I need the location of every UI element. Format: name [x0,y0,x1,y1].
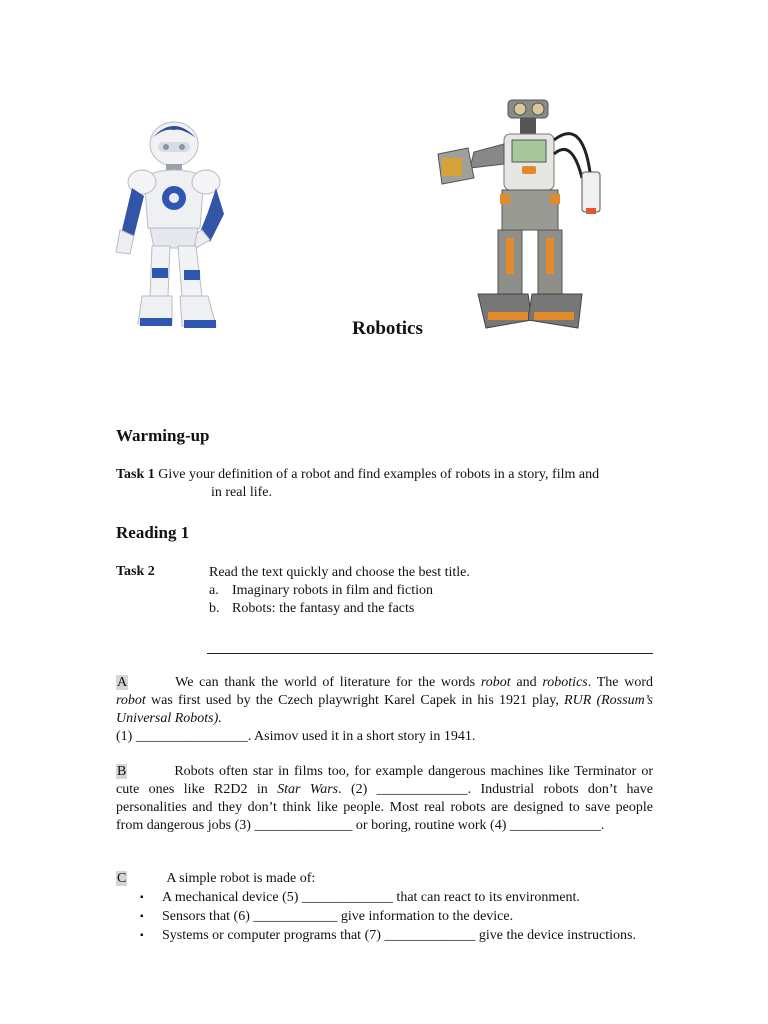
option-a [209,582,433,600]
paragraph-a-text: . The word [587,675,653,690]
paragraph-a [116,674,653,746]
humanoid-robot-image [112,118,237,340]
page-title: Robotics [352,318,423,339]
option-a-text: Imaginary robots in film and fiction [232,583,434,598]
paragraph-a-text: and [510,675,543,690]
option-b [209,600,414,618]
option-b-marker: b. [209,601,220,616]
list-item [140,889,653,907]
title-answer-line [207,653,653,654]
list-item [140,908,653,926]
list-item-text: Systems or computer programs that (7) _____________ give the device instructions. [162,928,636,943]
task2-label: Task 2 [116,564,155,579]
option-a-marker: a. [209,583,219,598]
task1-text-continued: in real life. [211,485,273,500]
paragraph-c-intro: A simple robot is made of: [166,871,316,886]
task1-block [116,466,676,484]
paragraph-c-letter: C [117,871,127,886]
paragraph-a-text: was first used by the Czech playwright Karel Capek in his 1921 play, [145,693,565,708]
task2-text: Read the text quickly and choose the best title. [209,565,470,580]
word-robotics: robotics [542,675,588,690]
bullet-icon: ▪ [140,911,144,922]
word-robot: robot [116,693,146,708]
bullet-icon: ▪ [140,892,144,903]
option-b-text: Robots: the fantasy and the facts [232,601,415,616]
task1-text: Give your definition of a robot and find examples of robots in a story, film and [158,467,600,482]
word-robot: robot [480,675,511,690]
lego-robot-image [432,98,604,334]
task1-label: Task 1 [116,467,155,482]
list-item-text: Sensors that (6) ____________ give information to the device. [162,909,514,924]
paragraph-b-letter: B [117,764,127,779]
paragraph-b-text: . (2) _____________. Industrial robots don’t have personalities and they don’t think like people. Most real robots are designed to save people from dangerous jobs (3) ______________ or boring, routine work (4) _____________. [116,782,653,833]
list-item-text: A mechanical device (5) _____________ that can react to its environment. [162,890,580,905]
paragraph-b-text: Robots often star in films too, for example dangerous machines like Terminator or cute ones like R2D2 in [116,764,653,797]
paragraph-a-letter: A [117,675,128,690]
bullet-icon: ▪ [140,930,144,941]
reading-1-heading: Reading 1 [116,523,190,542]
play-title: RUR (Rossum’s Universal Robots). [116,693,653,726]
robot-components-list [140,889,653,945]
paragraph-b [116,763,653,835]
paragraph-c [116,870,653,888]
paragraph-a-gap-1: (1) ________________. Asimov used it in a short story in 1941. [116,729,476,744]
warming-up-heading: Warming-up [116,426,210,445]
list-item [140,927,653,945]
paragraph-a-text: We can thank the world of literature for the words [175,675,481,690]
film-title: Star Wars [277,782,339,797]
